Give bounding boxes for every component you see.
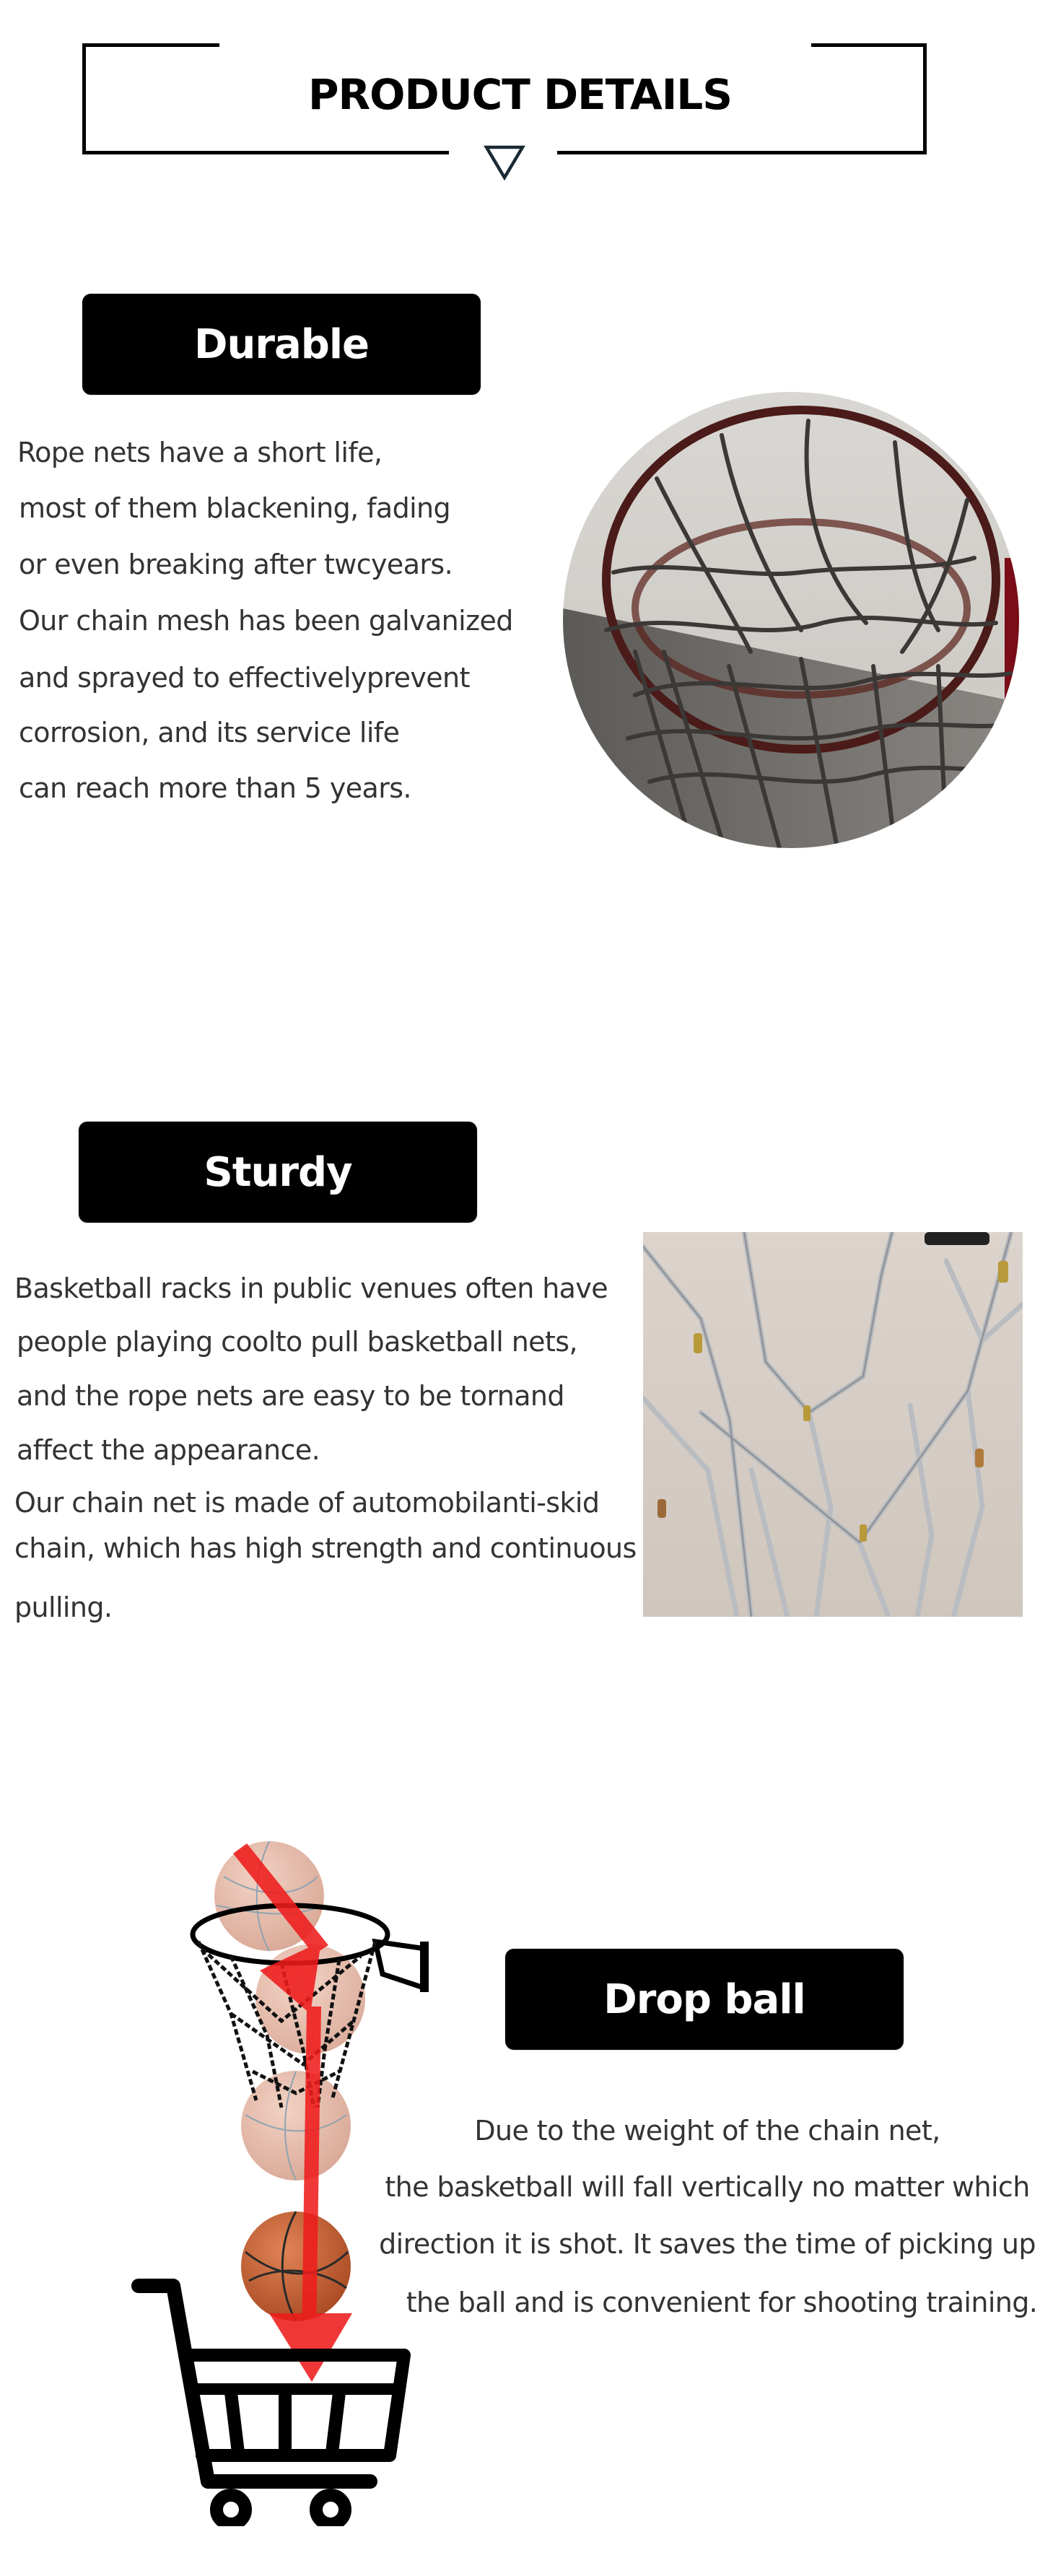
triangle-down-icon — [484, 144, 525, 180]
badge-durable: Durable — [82, 294, 481, 395]
paragraph-line: Due to the weight of the chain net, — [474, 2115, 940, 2147]
badge-sturdy: Sturdy — [79, 1122, 477, 1223]
chain-net-photo — [643, 1232, 1023, 1617]
paragraph-line: Rope nets have a short life, — [17, 437, 383, 468]
paragraph-line: people playing coolto pull basketball nets, — [17, 1326, 577, 1358]
paragraph-line: or even breaking after twcyears. — [19, 549, 453, 580]
paragraph-line: Our chain net is made of automobilanti-skid — [14, 1487, 600, 1519]
paragraph-line: the ball and is convenient for shooting training. — [406, 2287, 1038, 2318]
paragraph-line: chain, which has high strength and continuous — [14, 1532, 637, 1564]
paragraph-line: and sprayed to effectivelyprevent — [19, 662, 470, 694]
paragraph-line: the basketball will fall vertically no matter which — [385, 2171, 1030, 2203]
badge-drop-ball: Drop ball — [505, 1949, 904, 2050]
drop-ball-illustration — [123, 1833, 462, 2526]
basketball-icon — [241, 2212, 351, 2321]
paragraph-line: affect the appearance. — [17, 1434, 320, 1466]
paragraph-line: can reach more than 5 years. — [19, 772, 411, 804]
frame-top-left — [82, 43, 219, 47]
paragraph-line: direction it is shot. It saves the time of picking up — [379, 2228, 1036, 2260]
paragraph-line: and the rope nets are easy to be tornand — [17, 1380, 564, 1412]
paragraph-line: most of them blackening, fading — [19, 492, 451, 524]
paragraph-line: pulling. — [14, 1592, 113, 1623]
shopping-cart-icon — [139, 2286, 404, 2524]
frame-bottom-right — [557, 151, 927, 154]
rope-net-photo — [563, 392, 1019, 848]
paragraph-line: Basketball racks in public venues often have — [14, 1272, 608, 1304]
frame-top-right — [811, 43, 927, 47]
paragraph-line: corrosion, and its service life — [19, 717, 400, 748]
frame-bottom-left — [82, 151, 449, 154]
page-title: PRODUCT DETAILS — [307, 70, 733, 119]
paragraph-line: Our chain mesh has been galvanized — [19, 605, 513, 637]
